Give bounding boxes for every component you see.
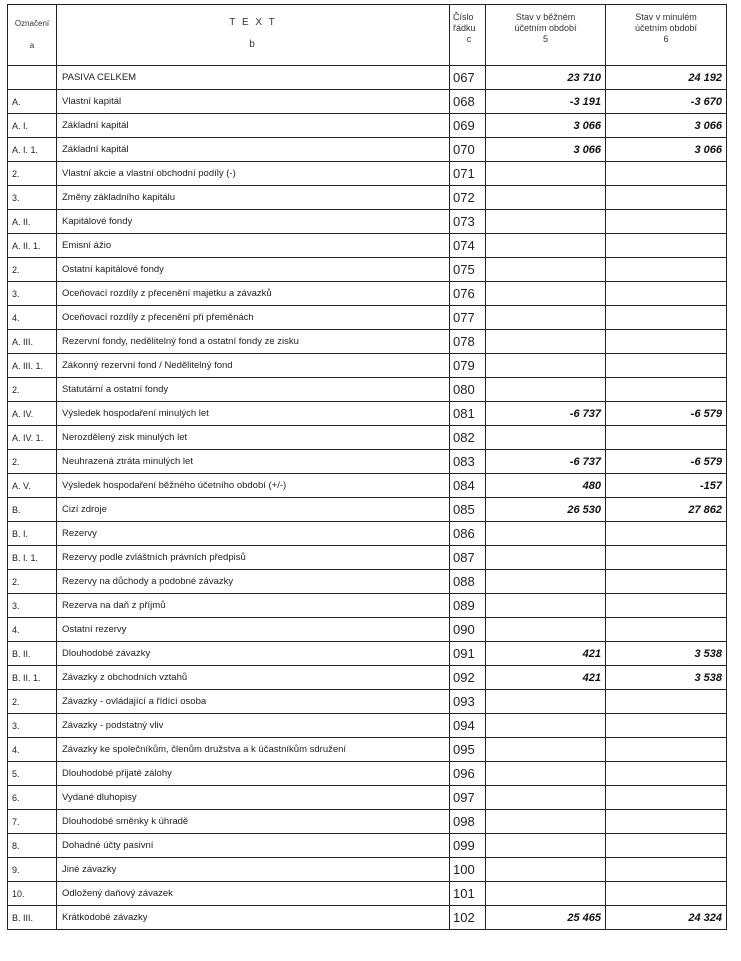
liabilities-table — [7, 4, 727, 930]
row-current-value: 421 — [486, 666, 606, 690]
row-line-number: 102 — [450, 906, 486, 930]
row-current-value: 3 066 — [486, 138, 606, 162]
row-current-value — [486, 762, 606, 786]
table-row — [8, 258, 727, 282]
row-line-number: 095 — [450, 738, 486, 762]
row-previous-value — [606, 546, 727, 570]
row-text: Dlouhodobé přijaté zálohy — [57, 762, 450, 786]
row-previous-value: 27 862 — [606, 498, 727, 522]
row-previous-value — [606, 258, 727, 282]
row-previous-value — [606, 810, 727, 834]
row-line-number: 084 — [450, 474, 486, 498]
row-current-value — [486, 834, 606, 858]
row-text: Závazky - podstatný vliv — [57, 714, 450, 738]
row-text: Oceňovací rozdíly z přecenění majetku a závazků — [57, 282, 450, 306]
table-row — [8, 90, 727, 114]
header-previous-label-2: účetním období — [634, 23, 698, 33]
row-line-number: 080 — [450, 378, 486, 402]
row-text: Výsledek hospodaření minulých let — [57, 402, 450, 426]
row-text: Základní kapitál — [57, 138, 450, 162]
row-text: Jiné závazky — [57, 858, 450, 882]
table-row — [8, 570, 727, 594]
header-line-sub: c — [466, 34, 472, 44]
row-text: Statutární a ostatní fondy — [57, 378, 450, 402]
row-line-number: 076 — [450, 282, 486, 306]
row-text: Dlouhodobé závazky — [57, 642, 450, 666]
header-designation — [8, 5, 57, 66]
row-current-value: 26 530 — [486, 498, 606, 522]
row-line-number: 074 — [450, 234, 486, 258]
header-current-label-1: Stav v běžném — [515, 12, 576, 22]
row-designation: B. — [8, 498, 57, 522]
row-current-value — [486, 690, 606, 714]
row-current-value: -6 737 — [486, 402, 606, 426]
row-text: Krátkodobé závazky — [57, 906, 450, 930]
row-designation: A. — [8, 90, 57, 114]
row-line-number: 081 — [450, 402, 486, 426]
row-line-number: 083 — [450, 450, 486, 474]
row-line-number: 067 — [450, 66, 486, 90]
row-text: Ostatní rezervy — [57, 618, 450, 642]
table-row — [8, 354, 727, 378]
table-row — [8, 618, 727, 642]
table-row — [8, 330, 727, 354]
row-previous-value — [606, 354, 727, 378]
row-current-value — [486, 330, 606, 354]
row-designation: 6. — [8, 786, 57, 810]
row-designation: A. V. — [8, 474, 57, 498]
row-current-value — [486, 354, 606, 378]
row-designation: A. III. 1. — [8, 354, 57, 378]
row-line-number: 093 — [450, 690, 486, 714]
row-line-number: 079 — [450, 354, 486, 378]
liabilities-table-body — [8, 5, 727, 930]
row-designation: 4. — [8, 738, 57, 762]
row-line-number: 086 — [450, 522, 486, 546]
header-designation-sub: a — [29, 41, 35, 50]
row-previous-value — [606, 306, 727, 330]
row-current-value: 25 465 — [486, 906, 606, 930]
row-line-number: 091 — [450, 642, 486, 666]
row-line-number: 094 — [450, 714, 486, 738]
row-designation: B. I. 1. — [8, 546, 57, 570]
table-row — [8, 498, 727, 522]
row-line-number: 088 — [450, 570, 486, 594]
row-designation: A. IV. 1. — [8, 426, 57, 450]
header-text — [57, 5, 450, 66]
header-designation-label: Označení — [14, 19, 50, 28]
row-designation: B. I. — [8, 522, 57, 546]
row-text: Vlastní akcie a vlastní obchodní podíly (-) — [57, 162, 450, 186]
row-previous-value — [606, 330, 727, 354]
row-current-value — [486, 738, 606, 762]
row-text: Změny základního kapitálu — [57, 186, 450, 210]
row-designation: A. II. 1. — [8, 234, 57, 258]
row-line-number: 089 — [450, 594, 486, 618]
row-previous-value — [606, 738, 727, 762]
table-header-row — [8, 5, 727, 66]
row-line-number: 100 — [450, 858, 486, 882]
table-row — [8, 882, 727, 906]
row-previous-value — [606, 186, 727, 210]
table-row — [8, 858, 727, 882]
row-line-number: 098 — [450, 810, 486, 834]
row-line-number: 099 — [450, 834, 486, 858]
row-text: Kapitálové fondy — [57, 210, 450, 234]
row-previous-value — [606, 714, 727, 738]
row-line-number: 090 — [450, 618, 486, 642]
header-current-sub: 5 — [542, 34, 548, 44]
row-text: Cizí zdroje — [57, 498, 450, 522]
row-designation — [8, 66, 57, 90]
row-previous-value: 3 066 — [606, 114, 727, 138]
row-text: Rezervy na důchody a podobné závazky — [57, 570, 450, 594]
table-row — [8, 138, 727, 162]
row-text: Rezervy podle zvláštních právních předpisů — [57, 546, 450, 570]
row-previous-value: 3 066 — [606, 138, 727, 162]
table-row — [8, 690, 727, 714]
row-current-value: -6 737 — [486, 450, 606, 474]
table-row — [8, 114, 727, 138]
row-current-value — [486, 378, 606, 402]
row-designation: 7. — [8, 810, 57, 834]
row-previous-value — [606, 594, 727, 618]
table-row — [8, 402, 727, 426]
row-previous-value — [606, 882, 727, 906]
row-designation: 10. — [8, 882, 57, 906]
row-designation: 4. — [8, 306, 57, 330]
row-line-number: 070 — [450, 138, 486, 162]
row-current-value — [486, 522, 606, 546]
row-designation: B. II. — [8, 642, 57, 666]
row-line-number: 082 — [450, 426, 486, 450]
row-previous-value: 3 538 — [606, 642, 727, 666]
row-current-value — [486, 162, 606, 186]
row-text: Závazky ke společníkům, členům družstva a k účastníkům sdružení — [57, 738, 450, 762]
row-previous-value: 24 192 — [606, 66, 727, 90]
row-designation: 3. — [8, 186, 57, 210]
row-line-number: 071 — [450, 162, 486, 186]
table-row — [8, 810, 727, 834]
row-current-value: -3 191 — [486, 90, 606, 114]
row-previous-value — [606, 162, 727, 186]
row-previous-value: -6 579 — [606, 450, 727, 474]
row-designation: 3. — [8, 594, 57, 618]
row-text: Vlastní kapitál — [57, 90, 450, 114]
row-current-value: 23 710 — [486, 66, 606, 90]
row-designation: 2. — [8, 690, 57, 714]
row-designation: B. III. — [8, 906, 57, 930]
table-row — [8, 666, 727, 690]
row-previous-value — [606, 834, 727, 858]
header-text-sub: b — [249, 39, 257, 50]
row-line-number: 096 — [450, 762, 486, 786]
table-row — [8, 378, 727, 402]
header-previous-sub: 6 — [663, 34, 669, 44]
row-previous-value — [606, 690, 727, 714]
header-line-label-1: Číslo — [453, 12, 474, 22]
row-line-number: 078 — [450, 330, 486, 354]
table-row — [8, 522, 727, 546]
header-current-period — [486, 5, 606, 66]
row-line-number: 101 — [450, 882, 486, 906]
table-row — [8, 282, 727, 306]
row-current-value — [486, 258, 606, 282]
header-previous-period — [606, 5, 727, 66]
row-text: PASIVA CELKEM — [57, 66, 450, 90]
row-designation: B. II. 1. — [8, 666, 57, 690]
row-line-number: 069 — [450, 114, 486, 138]
row-previous-value — [606, 282, 727, 306]
row-current-value — [486, 786, 606, 810]
row-designation: 9. — [8, 858, 57, 882]
row-text: Odložený daňový závazek — [57, 882, 450, 906]
row-designation: A. I. 1. — [8, 138, 57, 162]
row-current-value: 3 066 — [486, 114, 606, 138]
row-current-value — [486, 618, 606, 642]
row-line-number: 085 — [450, 498, 486, 522]
table-row — [8, 210, 727, 234]
row-text: Základní kapitál — [57, 114, 450, 138]
table-row — [8, 738, 727, 762]
row-previous-value — [606, 234, 727, 258]
row-line-number: 087 — [450, 546, 486, 570]
row-line-number: 073 — [450, 210, 486, 234]
table-row — [8, 762, 727, 786]
row-previous-value: -3 670 — [606, 90, 727, 114]
row-current-value — [486, 882, 606, 906]
row-designation: 3. — [8, 714, 57, 738]
row-previous-value — [606, 426, 727, 450]
table-row — [8, 594, 727, 618]
row-current-value — [486, 594, 606, 618]
balance-sheet-liabilities — [7, 4, 727, 930]
row-text: Vydané dluhopisy — [57, 786, 450, 810]
row-previous-value — [606, 570, 727, 594]
row-previous-value — [606, 618, 727, 642]
header-line-label-2: řádku — [453, 23, 476, 33]
row-text: Výsledek hospodaření běžného účetního období (+/-) — [57, 474, 450, 498]
row-previous-value: -157 — [606, 474, 727, 498]
table-row — [8, 642, 727, 666]
row-designation: 4. — [8, 618, 57, 642]
row-current-value — [486, 186, 606, 210]
row-text: Rezervy — [57, 522, 450, 546]
header-previous-label-1: Stav v minulém — [635, 12, 697, 22]
row-current-value: 421 — [486, 642, 606, 666]
row-current-value — [486, 282, 606, 306]
row-current-value — [486, 714, 606, 738]
row-previous-value — [606, 786, 727, 810]
row-line-number: 077 — [450, 306, 486, 330]
row-designation: 2. — [8, 258, 57, 282]
row-text: Závazky - ovládající a řídící osoba — [57, 690, 450, 714]
row-designation: A. I. — [8, 114, 57, 138]
table-row — [8, 714, 727, 738]
row-previous-value — [606, 378, 727, 402]
table-row — [8, 426, 727, 450]
row-text: Nerozdělený zisk minulých let — [57, 426, 450, 450]
table-row — [8, 234, 727, 258]
row-line-number: 072 — [450, 186, 486, 210]
row-current-value — [486, 426, 606, 450]
row-designation: 3. — [8, 282, 57, 306]
row-current-value — [486, 858, 606, 882]
row-designation: 2. — [8, 570, 57, 594]
table-row — [8, 786, 727, 810]
row-designation: 5. — [8, 762, 57, 786]
row-text: Rezervní fondy, nedělitelný fond a ostatní fondy ze zisku — [57, 330, 450, 354]
table-row — [8, 66, 727, 90]
row-text: Závazky z obchodních vztahů — [57, 666, 450, 690]
header-text-label: T E X T — [229, 17, 277, 28]
row-text: Rezerva na daň z příjmů — [57, 594, 450, 618]
table-row — [8, 306, 727, 330]
row-current-value — [486, 210, 606, 234]
table-row — [8, 834, 727, 858]
row-current-value — [486, 810, 606, 834]
row-text: Dohadné účty pasivní — [57, 834, 450, 858]
row-previous-value: -6 579 — [606, 402, 727, 426]
header-current-label-2: účetním období — [514, 23, 577, 33]
row-designation: A. IV. — [8, 402, 57, 426]
row-previous-value: 3 538 — [606, 666, 727, 690]
row-designation: 8. — [8, 834, 57, 858]
header-line-number — [450, 5, 486, 66]
row-previous-value — [606, 522, 727, 546]
row-text: Dlouhodobé směnky k úhradě — [57, 810, 450, 834]
row-text: Zákonný rezervní fond / Nedělitelný fond — [57, 354, 450, 378]
row-current-value — [486, 546, 606, 570]
row-current-value: 480 — [486, 474, 606, 498]
row-designation: A. III. — [8, 330, 57, 354]
row-previous-value — [606, 762, 727, 786]
row-designation: 2. — [8, 378, 57, 402]
table-row — [8, 450, 727, 474]
row-line-number: 097 — [450, 786, 486, 810]
row-designation: A. II. — [8, 210, 57, 234]
row-line-number: 068 — [450, 90, 486, 114]
table-row — [8, 546, 727, 570]
row-current-value — [486, 570, 606, 594]
table-row — [8, 162, 727, 186]
row-previous-value — [606, 858, 727, 882]
row-line-number: 075 — [450, 258, 486, 282]
row-designation: 2. — [8, 450, 57, 474]
row-text: Oceňovací rozdíly z přecenění při přeměnách — [57, 306, 450, 330]
row-text: Ostatní kapitálové fondy — [57, 258, 450, 282]
row-line-number: 092 — [450, 666, 486, 690]
row-previous-value — [606, 210, 727, 234]
row-current-value — [486, 306, 606, 330]
row-current-value — [486, 234, 606, 258]
row-text: Neuhrazená ztráta minulých let — [57, 450, 450, 474]
row-previous-value: 24 324 — [606, 906, 727, 930]
row-designation: 2. — [8, 162, 57, 186]
table-row — [8, 906, 727, 930]
table-row — [8, 186, 727, 210]
table-row — [8, 474, 727, 498]
row-text: Emisní ážio — [57, 234, 450, 258]
